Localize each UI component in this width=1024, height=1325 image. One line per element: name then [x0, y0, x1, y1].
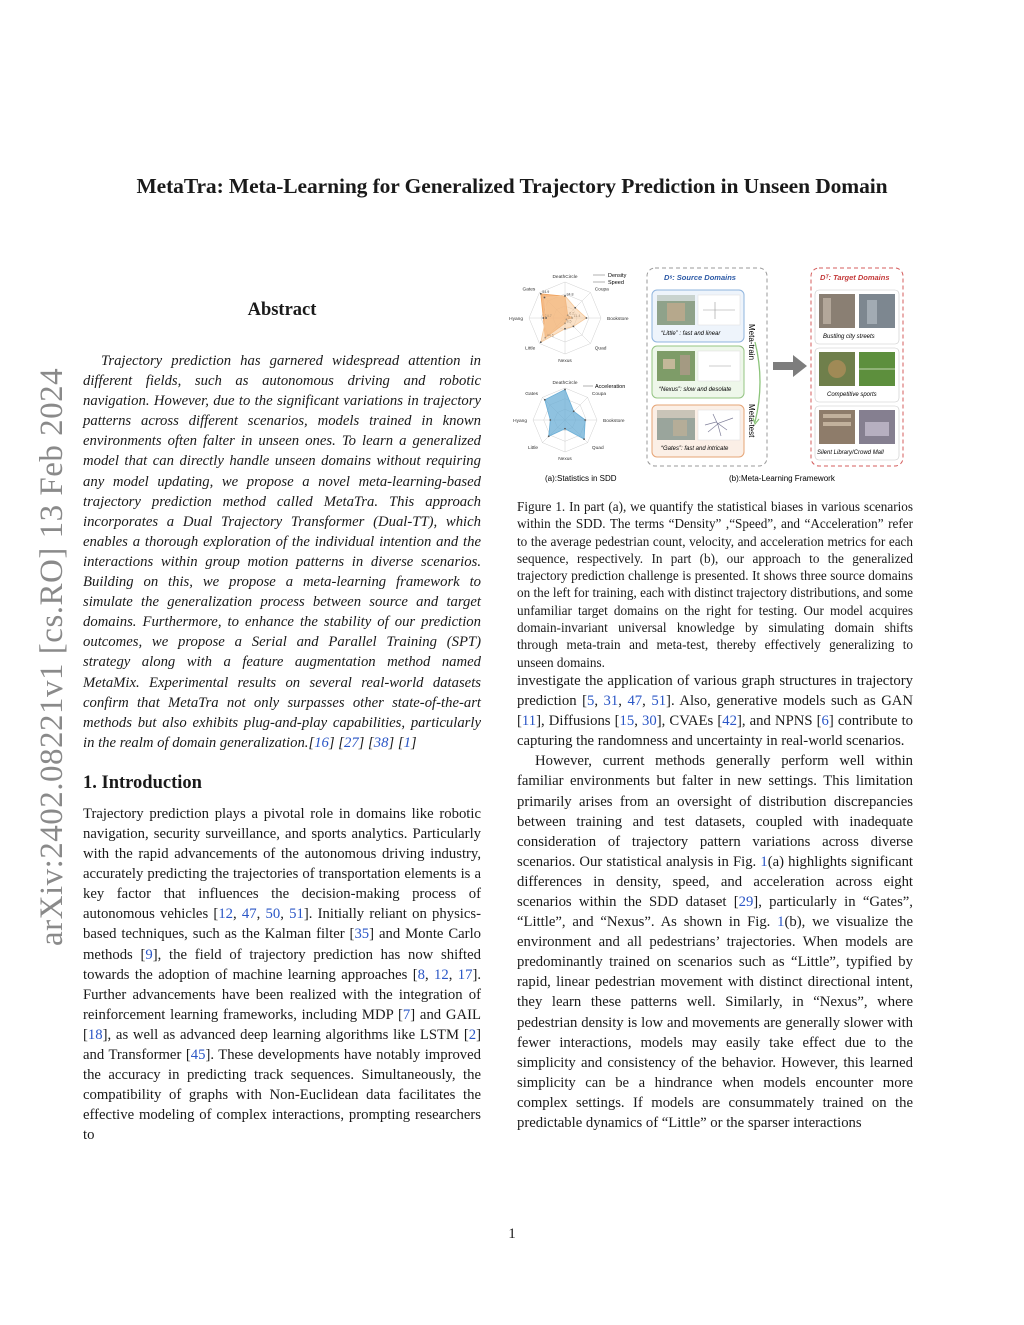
ref-link[interactable]: 5 [586, 693, 595, 710]
target-domains-title: Dᵀ: Target Domains [820, 273, 890, 282]
page-number: 1 [508, 1226, 516, 1242]
ref-link[interactable]: 27 [343, 734, 359, 751]
ref-link[interactable]: 50 [265, 906, 281, 923]
target-label-library: Silent Library/Crowd Mall [817, 450, 884, 456]
text-run: ] and Transformer [ [83, 1026, 481, 1063]
ref-link[interactable]: 15 [619, 713, 635, 730]
ref-link[interactable]: 12 [218, 906, 233, 923]
target-card-library [815, 406, 899, 460]
continued-paragraph: investigate the application of various graph structures in trajectory prediction [5, 31, 47, 51]. Also, generative models such as GAN [11], Diffusions [15, 30], CVAEs [42], and NPNS [6] contribute to capturing the randomness and uncertainty in real-world scenarios. [517, 672, 914, 750]
ref-link[interactable]: 38 [373, 734, 389, 751]
section-heading-introduction: 1. Introduction [83, 772, 202, 793]
radar-axis-label: DeathCircle [552, 381, 578, 386]
radar-legend-1 [593, 273, 627, 286]
ref-link[interactable]: 30 [642, 713, 657, 730]
legend-speed-label: Speed [608, 280, 624, 286]
ref-link[interactable]: 47 [241, 906, 257, 923]
ref-link[interactable]: 8 [417, 966, 425, 983]
radar-axis-label: Quad [594, 346, 607, 352]
text-run: ] and Monte Carlo methods [ [83, 926, 482, 963]
ref-link[interactable]: 31 [603, 693, 619, 710]
meta-test-label: Meta-test [747, 404, 756, 438]
abstract-body: Trajectory prediction has garnered widespread attention in different fields, such as autonomous driving and robotic navigation. However, due to the significant variations in trajectory patterns across different scenarios, models trained in known environments often falter in unseen ones. To learn a generalized model that can directly handle unseen domains without requiring any model updating, we propose a novel meta-learning-based trajectory prediction method called MetaTra. This approach incorporates a Dual Trajectory Transformer (Dual-TT), which enables a thorough exploration of the individual intention and the interactions within group motion patterns in diverse scenarios. Building on this, we propose a meta-learning framework to simulate the generalization process between source and target domains. Furthermore, to enhance the stability of our prediction outcomes, we propose a Serial and Parallel Training (SPT) strategy along with a feature augmentation method named MetaMix. Experimental results on several real-world datasets confirm that MetaTra not only surpasses other state-of-the-art methods but also exhibits plug-and-play capabilities, particularly in the realm of domain generalization.[16] [27] [38] [1] [83, 353, 481, 751]
radar-axis-label: Gates [522, 287, 536, 293]
figure-label-b: (b):Meta-Learning Framework [729, 474, 835, 483]
paragraph-however: However, current methods generally perform well within familiar environments but falter in new settings. This limitation primarily arises from an oversight of distribution discrepancies between training and test datasets, coupled with inadequate consideration of trajectory pattern variations across diverse scenarios. Our statistical analysis in Fig. 1(a) highlights significant differences in density, speed, and acceleration across eight scenarios within the SDD dataset [29], particularly in “Gates”, “Little”, and “Nexus”. As shown in Fig. 1(b), we visualize the environment and all pedestrians’ trajectories. When models are predominantly trained on scenarios such as “Little”, typified by rapid, linear pedestrian movement with distinct directional intent, they learn these patterns well. Similarly, in “Nexus”, where pedestrian density is low and movements are generally slower with fewer interactions, models may easily take effect due to the simplicity and consistency of the behavior. However, this learned simplicity can be a hindrance when models encounter more complex settings. If models are consummately trained on the predictable dynamics of “Little” or the sparser interactions [517, 753, 913, 1132]
ref-link[interactable]: 12 [434, 966, 449, 983]
ref-link[interactable]: 35 [354, 926, 370, 943]
radar-axis-label: Coupa [594, 287, 609, 293]
domain-card-little [652, 290, 744, 342]
radar-value-label: 54.9 [542, 289, 550, 294]
radar-series-speed [541, 296, 587, 342]
radar-axis-label: Bookstore [603, 419, 625, 424]
radar-point [573, 410, 575, 412]
radar-axis-label: Little [525, 346, 536, 352]
radar-axis-label: Gates [525, 392, 539, 398]
ref-link[interactable]: 11 [521, 713, 537, 730]
legend-density-label: Density [608, 273, 627, 279]
ref-link[interactable]: 7 [402, 1006, 411, 1023]
ref-link[interactable]: 42 [722, 713, 737, 730]
ref-link[interactable]: 18 [87, 1026, 103, 1043]
domain-label-gates: “Gates”: fast and intricate [661, 446, 729, 452]
domain-label-little: “Little” : fast and linear [661, 331, 721, 337]
figure-ref-link[interactable]: 1 [777, 914, 785, 931]
figure-1 [509, 262, 913, 490]
arxiv-identifier[interactable]: arXiv:2402.08221v1 [cs.RO] 13 Feb 2024 [34, 367, 70, 946]
radar-axis-label: Hyang [509, 317, 523, 322]
ref-link[interactable]: 6 [821, 713, 829, 730]
ref-link[interactable]: 9 [145, 946, 153, 963]
legend-acceleration-label: Acceleration [595, 384, 626, 390]
radar-axis-label: Nexus [558, 359, 572, 364]
figure-ref-link[interactable]: 1 [760, 853, 768, 870]
paper-title: MetaTra: Meta-Learning for Generalized Trajectory Prediction in Unseen Domain [136, 174, 888, 198]
text-run: ], as well as advanced deep learning algorithms like LSTM [ [102, 1026, 469, 1043]
radar-point [564, 389, 566, 391]
transfer-arrow [773, 355, 807, 377]
figure-caption: Figure 1. In part (a), we quantify the statistical biases in various scenarios within the SDD. The terms “Density” ,“Speed”, and “Acceleration” refer to the average pedestrian count, velocity, and acceleration metrics for each sequence, respectively. In part (b), our approach to the generalized trajectory prediction challenge is presented. It shows three source domains on the left for training, each with distinct trajectory distributions, and some unfamiliar target domains on the right for testing. Our model acquires domain-invariant universal knowledge by simulating domain shifts through meta-train and meta-test, thereby effectively generalizing to unseen domains. [517, 499, 913, 670]
radar-value-label: 34.8 [566, 292, 574, 297]
abstract-heading: Abstract [247, 300, 317, 320]
source-domains-title: Dˢ: Source Domains [664, 273, 736, 282]
radar-point [548, 435, 550, 437]
target-label-city: Bustling city streets [823, 334, 875, 340]
radar-axis-label: Bookstore [607, 317, 629, 322]
figure-1-graphic [509, 262, 913, 490]
right-column [509, 262, 914, 1133]
ref-link[interactable]: 29 [738, 894, 754, 910]
radar-axis-label: Little [527, 445, 539, 451]
radar-chart-acceleration [513, 380, 625, 462]
text-run: Trajectory prediction plays a pivotal role in domains like robotic navigation, security surveillance, and sports analytics. Particularly with the rapid advancements of the autonomous driving industry, accurately predicting the trajectories of transportation elements is a key factor that influences the decision-making process of autonomous vehicles [ [83, 805, 481, 923]
radar-point [583, 438, 585, 440]
text-run: ]. Further advancements have been realized with the integration of reinforcement learning frameworks, including MDP [ [83, 966, 482, 1023]
domain-card-gates [652, 405, 744, 457]
ref-link[interactable]: 16 [314, 734, 329, 751]
radar-point [549, 419, 551, 421]
ref-link[interactable]: 51 [289, 906, 304, 923]
radar-axis-label: Coupa [591, 392, 607, 398]
radar-point [573, 326, 575, 328]
radar-chart-density-speed [509, 274, 629, 364]
meta-train-label: Meta-train [747, 324, 756, 361]
radar-point [574, 307, 576, 309]
ref-link[interactable]: 47 [627, 693, 643, 710]
radar-point [564, 328, 566, 330]
target-card-sports [815, 348, 899, 402]
radar-point [584, 419, 586, 421]
radar-legend-2 [583, 384, 625, 390]
radar-point [545, 317, 547, 319]
abstract-text: Trajectory prediction has garnered widespread attention in different fields, such as autonomous driving and robotic navigation. However, due to the significant variations in trajectory patterns across different scenarios, models trained in known environments often falter in unseen ones. To learn a generalized model that can directly handle unseen domains without requiring any model updating, we propose a novel meta-learning-based trajectory prediction method called MetaTra. This approach incorporates a Dual Trajectory Transformer (Dual-TT), which enables a thorough exploration of the individual intention and the interactions within group motion patterns in diverse scenarios. Building on this, we propose a meta-learning framework to simulate the generalization process between source and target domains. Furthermore, to enhance the stability of our prediction outcomes, we propose a Serial and Parallel Training (SPT) strategy along with a feature augmentation method named MetaMix. Experimental results on several real-world datasets confirm that MetaTra not only surpasses other state-of-the-art methods but also exhibits plug-and-play capabilities, particularly in the realm of domain generalization. [83, 353, 481, 751]
target-label-sports: Competitive sports [827, 392, 877, 398]
text-run: ]. These developments have notably improved the accuracy in predicting track sequences. Simultaneously, the compatibility of graphs with Non-Euclidean data facilitates the effective modeling of complex interactions, prompting researchers to [83, 1047, 482, 1144]
domain-label-nexus: “Nexus”: slow and desolate [659, 387, 732, 393]
ref-link[interactable]: 2 [468, 1026, 477, 1043]
text-run: ], the field of trajectory prediction has now shifted towards the adoption of machine learning approaches [ [83, 946, 481, 983]
radar-point [564, 428, 566, 430]
radar-axis-label: Hyang [513, 419, 527, 424]
radar-axis-label: Quad [591, 445, 604, 451]
ref-link[interactable]: 51 [651, 693, 667, 710]
intro-paragraph: Trajectory prediction plays a pivotal role in domains like robotic navigation, security surveillance, and sports analytics. Particularly with the rapid advancements of the autonomous driving industry, accurately predicting the trajectories of transportation elements is a key factor that influences the decision-making process of autonomous vehicles [12, 47, 50, 51]. Initially reliant on physics-based techniques, such as the Kalman filter [35] and Monte Carlo methods [9], the field of trajectory prediction has now shifted towards the adoption of machine learning approaches [8, 12, 17]. Further advancements have been realized with the integration of reinforcement learning frameworks, including MDP [7] and GAIL [18], as well as advanced deep learning algorithms like LSTM [2] and Transformer [45]. These developments have notably improved the accuracy in predicting track sequences. Simultaneously, the compatibility of graphs with Non-Euclidean data facilitates the effective modeling of complex interactions, prompting researchers to [83, 805, 482, 1144]
ref-link[interactable]: 1 [403, 734, 411, 751]
radar-point [586, 317, 588, 319]
target-card-city [815, 290, 899, 344]
ref-link[interactable]: 17 [457, 966, 473, 983]
trajectory-plot-gates [698, 410, 740, 440]
figure-label-a: (a):Statistics in SDD [545, 474, 617, 483]
radar-axis-label: Nexus [558, 457, 572, 462]
ref-link[interactable]: 45 [190, 1047, 206, 1063]
text-run: ] and GAIL [ [83, 1006, 481, 1043]
radar-point [544, 399, 546, 401]
left-column [83, 300, 481, 1145]
radar-point [544, 297, 546, 299]
domain-card-nexus [652, 346, 744, 398]
radar-point [564, 295, 566, 297]
text-run: ]. Initially reliant on physics-based techniques, such as the Kalman filter [ [83, 906, 482, 943]
radar-point [540, 341, 542, 343]
radar-axis-label: DeathCircle [552, 275, 578, 280]
